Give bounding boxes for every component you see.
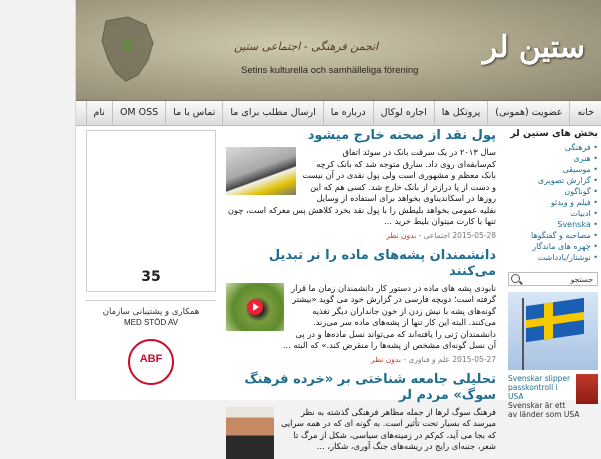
sidebar-item-label: هنری [573,154,591,163]
post-item [226,128,496,240]
sidebar-item-label: ادبیات [570,209,591,218]
sidebar-item-label: فرهنگی [564,143,591,152]
post-date: 2015-05-27 [452,354,496,364]
post-meta: 2015-05-28 اجتماعی - بدون نظر [386,230,496,240]
search-icon[interactable] [511,274,520,283]
flag-pole [522,298,524,370]
bullet-icon: • [590,220,598,229]
sidebar-item-art[interactable] [508,153,598,164]
right-sidebar [508,128,598,419]
sidebar-item-label: Svenska [557,220,591,229]
sidebar-item-music[interactable] [508,164,598,175]
nav-name[interactable]: نام [86,101,112,125]
post-category[interactable]: اجتماعی [423,230,451,240]
bullet-icon: • [590,143,598,152]
post-meta: 2015-05-27 علم و فناوری - بدون نظر [371,354,496,364]
sidebar-item-label: موسیقی [562,165,591,174]
sidebar-item-miscellaneous[interactable] [508,186,598,197]
post-thumbnail[interactable] [226,283,284,331]
abf-logo-text: ABF [139,353,163,365]
left-sidebar [86,130,216,385]
post-comments-link[interactable]: بدون نظر [386,230,417,240]
partners-label: همکاری و پشتیبانی سازمان [102,307,200,317]
nav-protocols[interactable]: پروتکل ها [434,101,487,125]
main-nav [76,101,601,126]
header-tagline-en: Setins kulturella och samhälleliga förening [241,65,419,76]
post-comments-link[interactable]: بدون نظر [371,354,401,364]
news-thumbnail[interactable] [576,374,598,404]
post-title[interactable]: پول نقد از صحنه خارج میشود [307,128,496,143]
news-excerpt: Svenskar är ett av länder som USA [508,401,580,419]
bullet-icon: • [590,176,598,185]
nav-contact[interactable]: تماس با ما [165,101,222,125]
nav-home[interactable]: خانه [569,101,601,125]
bullet-icon: • [590,198,598,207]
nav-om-oss[interactable]: OM OSS [112,101,165,125]
bullet-icon: • [590,253,598,262]
bullet-icon: • [590,187,598,196]
divider [86,300,216,301]
bullet-icon: • [590,231,598,240]
sidebar-item-label: فیلم و ویدئو [550,198,591,207]
post-title[interactable]: تحلیلی جامعه شناختی بر «خرده فرهنگ سوگ» مردم لر [244,371,496,403]
post-excerpt: فرهنگ سوگ لرها از جمله مظاهر فرهنگی گذشته به نظر میرسد که بسیار تحت تأثیر است. به گونه ای که در همه سرایی که بجا می آید، کم‌کم در زمینه‌های سیاسی، شکل از مرگ تا شعر، جنبه‌ای رایج در ریشه‌های جنگ آوری، شکار، ... [280,406,496,451]
sidebar-item-label: چهره های ماندگار [532,242,591,251]
nav-submit-post[interactable]: ارسال مطلب برای ما [222,101,322,125]
bullet-icon: • [590,209,598,218]
swedish-flag-image [508,292,598,370]
sidebar-item-film-video[interactable] [508,197,598,208]
bullet-icon: • [590,242,598,251]
sidebar-item-interviews[interactable] [508,230,598,241]
page [75,0,601,451]
visitor-counter: 35 [141,269,161,285]
sidebar-item-notes[interactable] [508,252,598,263]
post-excerpt: سال ۲۰۱۳ در یک سرقت بانک در سوئد اتفاق کم‌سابقه‌ای روی داد. سارق متوجه شد که بانک کرچه بانک معظم و مشهوری است ولی پول نقدی در آن نیست و دست از پا درازتر از بانک خارج شد. کسی هم که این روزها در اسکاندیناوی بخواهد برای استفاده از وسایل نقلیه عمومی بخواهد بلیطش را با پول نقد بخرد کلاهش پس معرکه است، چون تنها با کارت میتوان بلیط خرید ... [227,147,496,226]
search-placeholder: جستجو [570,274,593,284]
sidebar-item-literature[interactable] [508,208,598,219]
site-header [76,0,601,101]
site-title[interactable]: ستین لر [482,30,585,65]
post-list [226,128,496,451]
post-category[interactable]: علم و فناوری [408,354,451,364]
sidebar-item-label: نوشتار/یادداشت [537,253,591,262]
post-item [226,372,496,453]
nav-rent-local[interactable]: اجاره لوکال [373,101,434,125]
post-excerpt: نابودی پشه های ماده در دستور کار دانشمندان زمان ما قرار گرفته است؛ دویچه فارسی در گزارش خود می گوید «بیشتر گونه‌های پشه با نیش زدن از خون جانداران دیگر تغذیه می‌کنند. البته این کار تنها از پشه‌های ماده سر می‌زند. دانشمندان ژنی را یافته‌اند که می‌تواند نسل ماده‌ها و در پی آن نسل گونه‌ای مشخص از پشه‌ها را منقرض کند.» که البته ... [282,282,496,350]
sidebar-item-photo-report[interactable] [508,175,598,186]
bullet-icon: • [590,165,598,174]
play-icon[interactable] [247,299,263,315]
post-title[interactable]: دانشمندان پشه‌های ماده را نر تبدیل می‌کنند [268,247,496,279]
swedish-flag-icon [526,298,584,342]
post-date: 2015-05-28 [452,230,496,240]
news-title[interactable]: Svenskar slipper passkontroll i USA [508,374,571,401]
nav-about[interactable]: درباره ما [323,101,373,125]
sidebar-item-culture[interactable] [508,142,598,153]
sidebar-item-label: مصاحبه و گفتگوها [531,231,591,240]
nav-membership[interactable]: عضویت (همونی) [487,101,569,125]
abf-logo[interactable] [128,339,174,385]
sidebar-item-label: گزارش تصویری [537,176,591,185]
post-thumbnail[interactable] [226,407,274,459]
med-stod-label: MED STÖD AV [123,318,179,327]
sidebar-item-label: گوناگون [564,187,591,196]
post-item [226,248,496,364]
sections-heading: بخش های ستین لر [510,128,598,139]
post-thumbnail[interactable] [226,147,296,195]
sidebar-item-notables[interactable] [508,241,598,252]
bullet-icon: • [590,154,598,163]
iran-map-logo [98,15,156,85]
header-tagline-fa: انجمن فرهنگی - اجتماعی ستین [234,40,379,53]
news-widget [508,374,598,419]
sidebar-item-svenska[interactable] [508,219,598,230]
visitor-counter-box [86,130,216,292]
search-input[interactable] [508,272,598,286]
